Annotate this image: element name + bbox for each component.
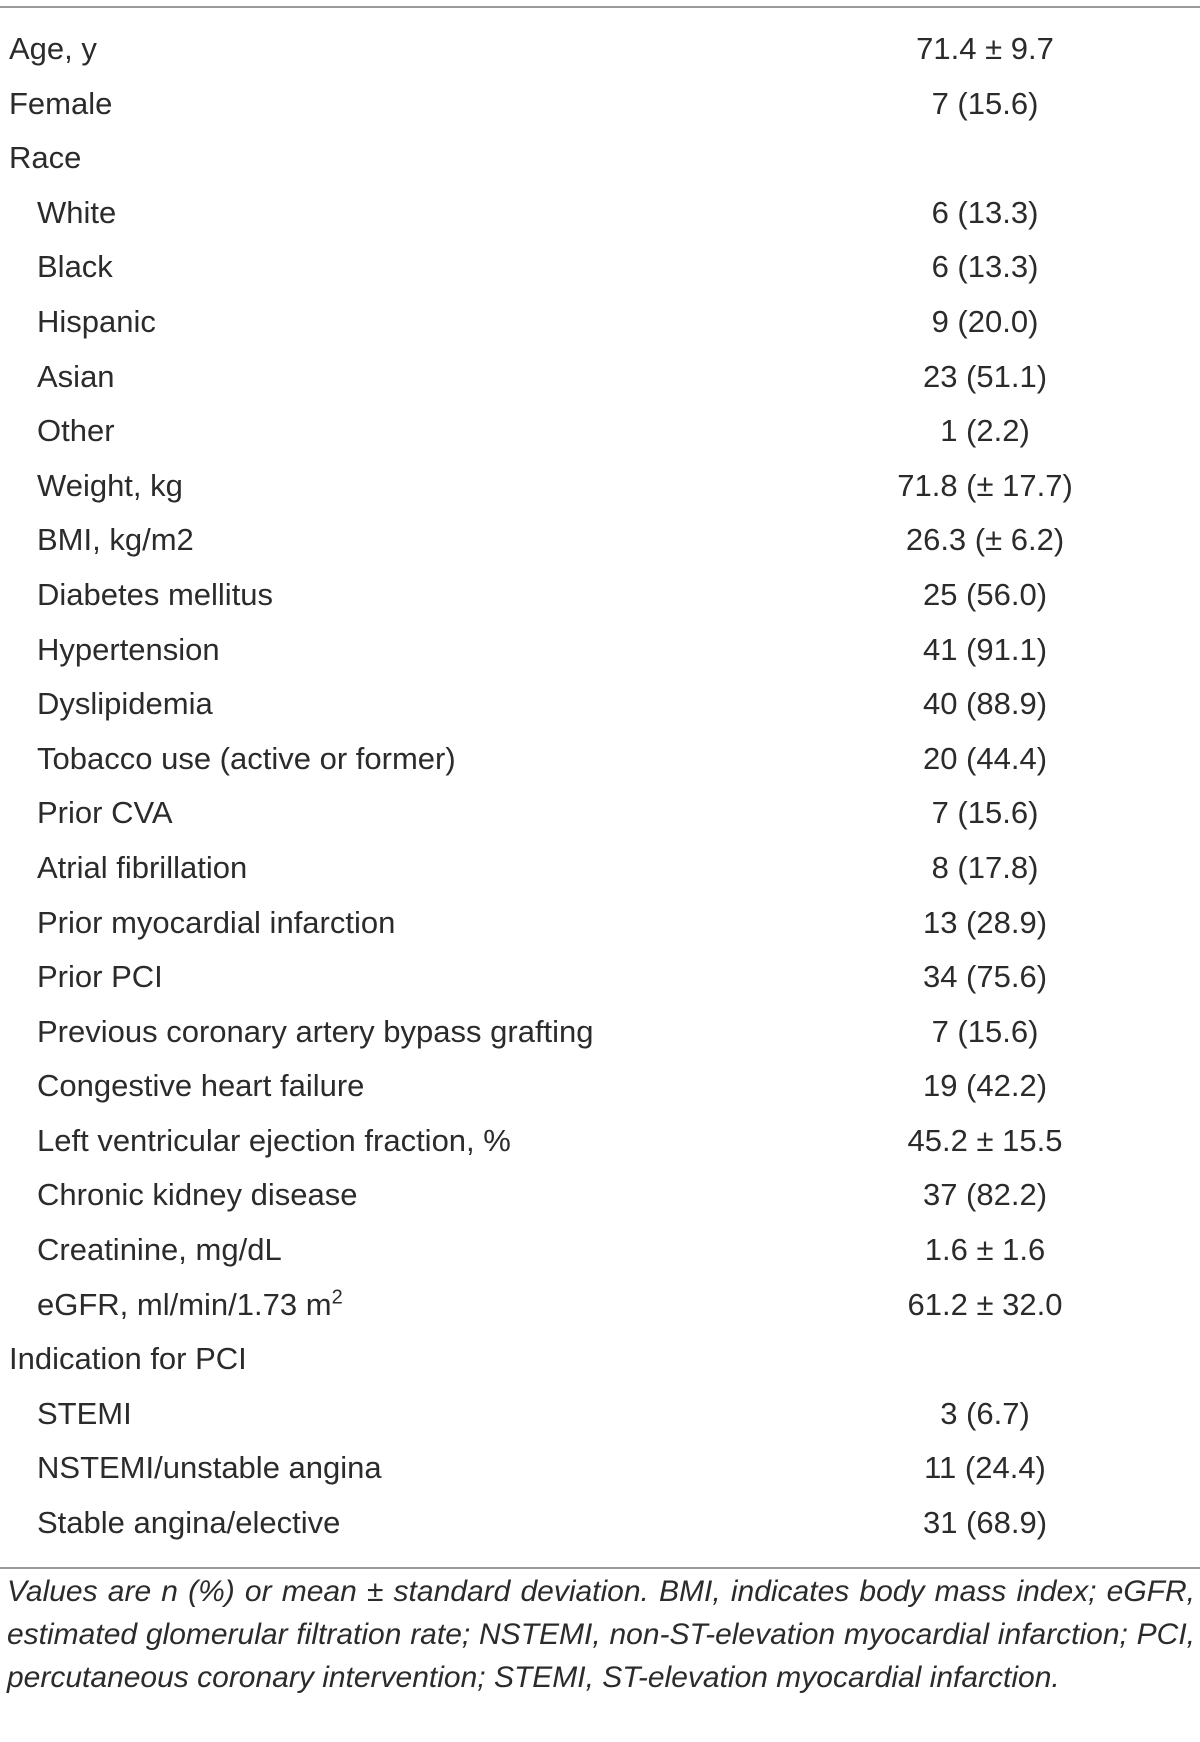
row-label bbox=[37, 186, 116, 241]
row-label-text: Black bbox=[37, 249, 113, 285]
row-value: 45.2 ± 15.5 bbox=[907, 1122, 1063, 1158]
row-label-text: Age, y bbox=[9, 31, 97, 66]
table-row bbox=[0, 896, 1200, 951]
row-value: 40 (88.9) bbox=[922, 686, 1048, 722]
row-value: 6 (13.3) bbox=[931, 249, 1039, 285]
row-value: 41 (91.1) bbox=[922, 631, 1048, 667]
row-label bbox=[37, 350, 115, 405]
row-label bbox=[37, 732, 456, 787]
row-label-text: Congestive heart failure bbox=[37, 1068, 365, 1104]
row-value: 7 (15.6) bbox=[931, 85, 1039, 121]
row-value: 23 (51.1) bbox=[922, 358, 1048, 394]
row-label bbox=[37, 1005, 594, 1060]
row-label-text: Chronic kidney disease bbox=[37, 1177, 358, 1213]
characteristics-table bbox=[0, 22, 1200, 1551]
row-label-text: Diabetes mellitus bbox=[37, 576, 274, 612]
table-row bbox=[0, 1387, 1200, 1442]
row-label-text: Previous coronary artery bypass grafting bbox=[37, 1013, 594, 1049]
row-label bbox=[37, 568, 273, 623]
row-label bbox=[37, 786, 173, 841]
row-label-text: NSTEMI/unstable angina bbox=[37, 1450, 382, 1486]
table-row bbox=[0, 950, 1200, 1005]
row-label bbox=[37, 896, 395, 951]
table-row bbox=[0, 350, 1200, 405]
row-label-text: Prior myocardial infarction bbox=[37, 904, 396, 940]
row-label bbox=[37, 1278, 343, 1333]
table-footnote: Values are n (%) or mean ± standard deviation. BMI, indicates body mass index; eGFR, estimated glomerular filtration rate; NSTEMI, non-ST-elevation myocardial infarction; PCI, percutaneous coronary intervention; STEMI, ST-elevation myocardial infarction. bbox=[7, 1575, 1195, 1694]
table-row bbox=[0, 1332, 1200, 1387]
row-label-text: Other bbox=[37, 413, 115, 449]
row-label bbox=[9, 1332, 247, 1387]
row-label bbox=[9, 131, 81, 186]
row-value: 26.3 (± 6.2) bbox=[905, 522, 1065, 558]
row-label bbox=[37, 1441, 382, 1496]
row-value: 20 (44.4) bbox=[922, 740, 1048, 776]
row-value: 11 (24.4) bbox=[924, 1450, 1046, 1486]
row-label bbox=[37, 513, 194, 568]
row-label bbox=[37, 459, 183, 514]
row-value: 61.2 ± 32.0 bbox=[907, 1286, 1063, 1322]
row-value: 13 (28.9) bbox=[922, 904, 1048, 940]
row-label bbox=[37, 295, 156, 350]
row-value: 3 (6.7) bbox=[940, 1395, 1030, 1431]
row-value: 1 (2.2) bbox=[940, 413, 1030, 449]
row-label-text: White bbox=[37, 194, 117, 230]
table-row bbox=[0, 1168, 1200, 1223]
row-label-text: Creatinine, mg/dL bbox=[37, 1232, 282, 1268]
row-label-text: Prior PCI bbox=[37, 959, 163, 995]
table-row bbox=[0, 22, 1200, 77]
row-label-text: Atrial fibrillation bbox=[37, 849, 248, 885]
table-row bbox=[0, 513, 1200, 568]
row-label-text: Weight, kg bbox=[37, 467, 183, 503]
table-row bbox=[0, 404, 1200, 459]
table-row bbox=[0, 677, 1200, 732]
row-label bbox=[37, 950, 163, 1005]
table-row bbox=[0, 295, 1200, 350]
table-row bbox=[0, 1278, 1200, 1333]
row-label bbox=[9, 77, 112, 132]
row-label-text: Dyslipidemia bbox=[37, 686, 213, 722]
table-row bbox=[0, 568, 1200, 623]
row-value: 37 (82.2) bbox=[922, 1177, 1048, 1213]
row-label-text: STEMI bbox=[37, 1395, 132, 1431]
row-label-text: Female bbox=[9, 85, 113, 121]
table-row bbox=[0, 240, 1200, 295]
top-rule bbox=[0, 6, 1200, 8]
row-value: 9 (20.0) bbox=[931, 303, 1039, 339]
row-label-text: Left ventricular ejection fraction, % bbox=[37, 1122, 511, 1158]
row-value: 31 (68.9) bbox=[922, 1505, 1048, 1541]
row-label-text: Prior CVA bbox=[37, 795, 173, 831]
table-row bbox=[0, 1496, 1200, 1551]
row-label bbox=[37, 1114, 511, 1169]
row-label-text: Hypertension bbox=[37, 631, 220, 667]
row-label-text: Tobacco use (active or former) bbox=[37, 740, 456, 776]
table-row bbox=[0, 77, 1200, 132]
row-label-text: Indication for PCI bbox=[9, 1341, 247, 1377]
row-value: 71.8 (± 17.7) bbox=[897, 467, 1073, 503]
table-row bbox=[0, 786, 1200, 841]
row-label-text: eGFR, ml/min/1.73 m bbox=[37, 1286, 332, 1322]
table-row bbox=[0, 1223, 1200, 1278]
row-label bbox=[37, 1168, 358, 1223]
row-label-text: Race bbox=[9, 140, 82, 176]
table-row bbox=[0, 186, 1200, 241]
table-row bbox=[0, 732, 1200, 787]
row-label bbox=[37, 1223, 282, 1278]
row-label bbox=[37, 677, 213, 732]
table-row bbox=[0, 1059, 1200, 1114]
row-label bbox=[37, 623, 220, 678]
row-label-text: Asian bbox=[37, 358, 115, 394]
bottom-rule bbox=[0, 1567, 1200, 1569]
row-label bbox=[37, 841, 247, 896]
row-value: 7 (15.6) bbox=[931, 1013, 1039, 1049]
row-label bbox=[9, 22, 97, 77]
row-value: 19 (42.2) bbox=[922, 1068, 1048, 1104]
table-row bbox=[0, 459, 1200, 514]
table-row bbox=[0, 1441, 1200, 1496]
row-value: 34 (75.6) bbox=[922, 959, 1048, 995]
row-value: 1.6 ± 1.6 bbox=[924, 1232, 1046, 1268]
row-label-text: Hispanic bbox=[37, 303, 156, 339]
row-label-text: Stable angina/elective bbox=[37, 1505, 341, 1541]
row-label bbox=[37, 1496, 340, 1551]
row-label bbox=[37, 240, 113, 295]
row-label bbox=[37, 1059, 364, 1114]
row-value: 71.4 ± 9.7 bbox=[916, 31, 1054, 66]
row-value: 8 (17.8) bbox=[931, 849, 1039, 885]
table-row bbox=[0, 1005, 1200, 1060]
table-row bbox=[0, 841, 1200, 896]
row-label-text: BMI, kg/m2 bbox=[37, 522, 194, 558]
row-label bbox=[37, 1387, 132, 1442]
row-value: 7 (15.6) bbox=[931, 795, 1039, 831]
row-value: 25 (56.0) bbox=[922, 576, 1048, 612]
table-row bbox=[0, 131, 1200, 186]
table-row bbox=[0, 623, 1200, 678]
row-value: 6 (13.3) bbox=[931, 194, 1039, 230]
table-row bbox=[0, 1114, 1200, 1169]
row-label bbox=[37, 404, 115, 459]
row-label-superscript: 2 bbox=[331, 1286, 343, 1309]
